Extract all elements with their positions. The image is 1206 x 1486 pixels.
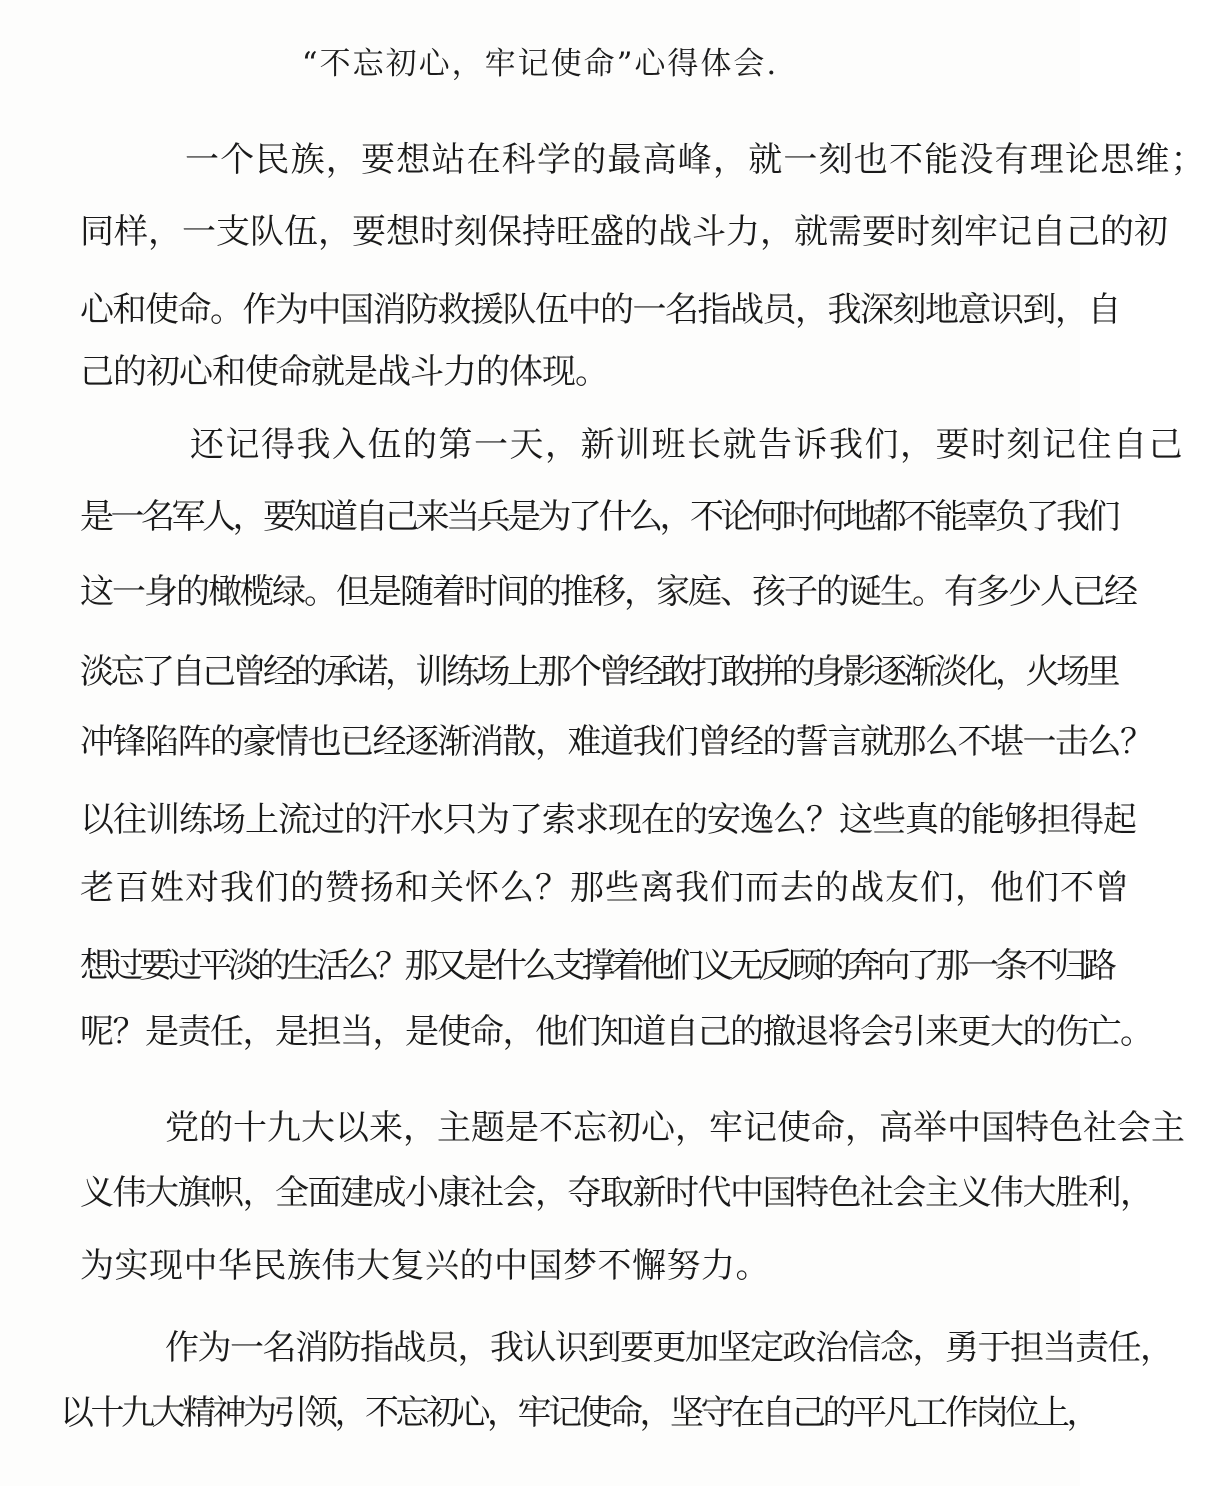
text-line: 以往训练场上流过的汗水只为了索求现在的安逸么？这些真的能够担得起 bbox=[80, 800, 1136, 840]
text-line: 一个民族，要想站在科学的最高峰，就一刻也不能没有理论思维； bbox=[185, 140, 1206, 180]
text-line: 是一名军人，要知道自己来当兵是为了什么，不论何时何地都不能辜负了我们 bbox=[80, 497, 1117, 537]
text-line: 同样，一支队伍，要想时刻保持旺盛的战斗力，就需要时刻牢记自己的初 bbox=[80, 212, 1168, 252]
text-line: 想过要过平淡的生活么？那又是什么支撑着他们义无反顾的奔向了那一条不归路 bbox=[80, 946, 1113, 986]
text-line: 党的十九大以来，主题是不忘初心，牢记使命，高举中国特色社会主 bbox=[165, 1108, 1185, 1148]
text-line: 以十九大精神为引领，不忘初心，牢记使命，坚守在自己的平凡工作岗位上， bbox=[60, 1393, 1097, 1433]
text-line: 义伟大旗帜，全面建成小康社会，夺取新时代中国特色社会主义伟大胜利， bbox=[80, 1173, 1153, 1213]
text-line: 作为一名消防指战员，我认识到要更加坚定政治信念，勇于担当责任， bbox=[165, 1328, 1173, 1368]
text-line: 为实现中华民族伟大复兴的中国梦不懈努力。 bbox=[80, 1246, 770, 1286]
text-line: 还记得我入伍的第一天，新训班长就告诉我们，要时刻记住自己 bbox=[190, 425, 1184, 465]
text-line: 老百姓对我们的赞扬和关怀么？那些离我们而去的战友们，他们不曾 bbox=[80, 868, 1130, 908]
text-line: 心和使命。作为中国消防救援队伍中的一名指战员，我深刻地意识到，自 bbox=[80, 290, 1120, 330]
text-line: 呢？是责任，是担当，是使命，他们知道自己的撤退将会引来更大的伤亡。 bbox=[80, 1012, 1153, 1052]
text-line: 这一身的橄榄绿。但是随着时间的推移，家庭、孩子的诞生。有多少人已经 bbox=[80, 572, 1136, 612]
page-title: “不忘初心，牢记使命”心得体会. bbox=[301, 46, 779, 82]
text-line: 冲锋陷阵的豪情也已经逐渐消散，难道我们曾经的誓言就那么不堪一击么？ bbox=[80, 722, 1153, 762]
text-line: 己的初心和使命就是战斗力的体现。 bbox=[80, 352, 608, 392]
text-line: 淡忘了自己曾经的承诺，训练场上那个曾经敢打敢拼的身影逐渐淡化，火场里 bbox=[80, 652, 1117, 692]
